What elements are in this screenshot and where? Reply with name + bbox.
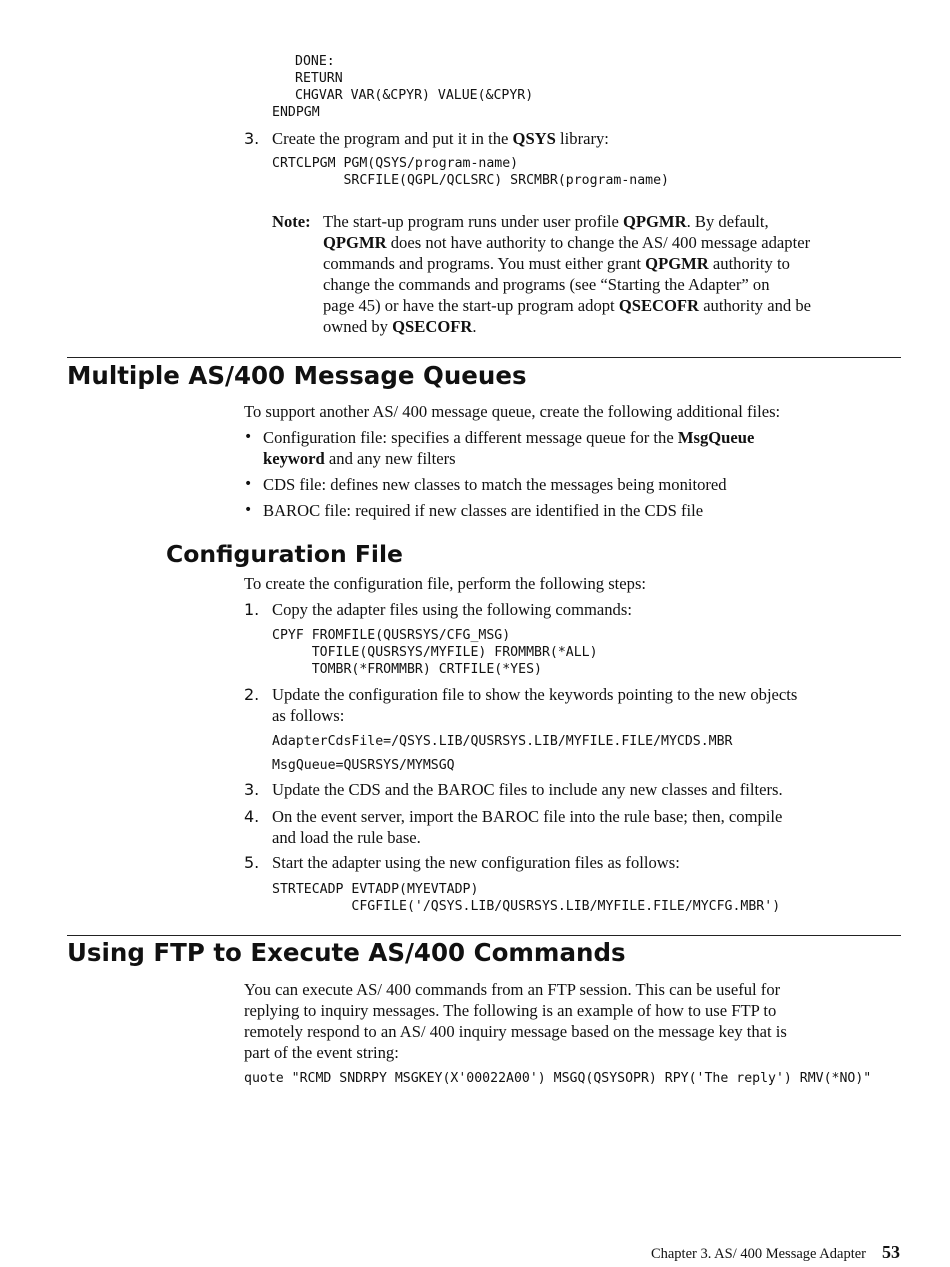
config-step-4-line-1: On the event server, import the BAROC file into the rule base; then, compile [272,807,783,826]
section-1-intro: To support another AS/ 400 message queue, create the following additional files: [244,402,781,421]
step-number: 1. [244,600,260,619]
config-step-5: Start the adapter using the new configuration files as follows: [272,853,680,872]
bullet-marker: • [244,476,253,492]
ftp-para-line-1: You can execute AS/ 400 commands from an FTP session. This can be useful for [244,980,781,999]
ftp-para-line-3: remotely respond to an AS/ 400 inquiry message based on the message key that is [244,1022,787,1041]
bullet-marker: • [244,502,253,518]
config-step-4-line-2: and load the rule base. [272,828,421,847]
note-text: . By default, [686,212,769,231]
note-text: does not have authority to change the AS/ 400 message adapter [386,233,811,252]
section-heading-configuration-file: Configuration File [166,540,403,568]
step-number: 5. [244,853,260,872]
note-bold: QPGMR [323,233,387,252]
note-line-3 [323,253,790,274]
bullet-1-line-1 [263,427,754,448]
note-text: authority and be [699,296,812,315]
step-number: 4. [244,807,260,826]
bullet-marker: • [244,429,253,445]
section-divider [67,935,901,936]
step-3-pre: Create the program and put it in the [272,129,513,148]
code-line-chgvar: CHGVAR VAR(&CPYR) VALUE(&CPYR) [295,88,534,103]
ftp-para-line-2: replying to inquiry messages. The following is an example of how to use FTP to [244,1001,777,1020]
note-text: page 45) or have the start-up program adopt [323,296,619,315]
note-bold: QPGMR [645,254,709,273]
note-line-4: change the commands and programs (see “Starting the Adapter” on [323,275,770,294]
bullet-2: CDS file: defines new classes to match the messages being monitored [263,475,727,494]
config-step-2-code-1: AdapterCdsFile=/QSYS.LIB/QUSRSYS.LIB/MYFILE.FILE/MYCDS.MBR [272,734,733,749]
note-bold: QPGMR [622,212,687,231]
step-3-post: library: [555,129,609,148]
step-number: 3. [244,780,260,799]
step-3-bold: QSYS [512,129,556,148]
note-label: Note: [272,212,311,231]
section-heading-message-queues: Multiple AS/400 Message Queues [67,361,527,390]
config-step-1: Copy the adapter files using the following commands: [272,600,632,619]
footer-chapter: Chapter 3. AS/ 400 Message Adapter [650,1246,866,1262]
note-bold: QSECOFR [392,317,473,336]
config-step-5-code: STRTECADP EVTADP(MYEVTADP) CFGFILE('/QSYS.LIB/QUSRSYS.LIB/MYFILE.FILE/MYCFG.MBR') [272,882,781,914]
config-step-2-line-1: Update the configuration file to show the keywords pointing to the new objects [272,685,798,704]
config-step-1-code: CPYF FROMFILE(QUSRSYS/CFG_MSG) TOFILE(QUSRSYS/MYFILE) FROMMBR(*ALL) TOMBR(*FROMMBR) CRTFILE(*YES) [272,628,598,677]
ftp-para-line-4: part of the event string: [244,1043,399,1062]
step-3-text [272,128,609,149]
code-line-endpgm: ENDPGM [272,105,320,120]
step-3-code: CRTCLPGM PGM(QSYS/program-name) SRCFILE(QGPL/QCLSRC) SRCMBR(program-name) [272,156,669,188]
note-bold: QSECOFR [618,296,700,315]
config-step-2-line-2: as follows: [272,706,345,725]
ftp-code: quote "RCMD SNDRPY MSGKEY(X'00022A00') MSGQ(QSYSOPR) RPY('The reply') RMV(*NO)" [244,1071,872,1086]
note-line-6 [323,316,477,337]
note-text: authority to [708,254,790,273]
bullet-bold: keyword [263,449,325,468]
bullet-text: and any new filters [324,449,456,468]
step-number: 2. [244,685,260,704]
config-step-3: Update the CDS and the BAROC files to include any new classes and filters. [272,780,783,799]
step-number: 3. [244,129,260,148]
bullet-bold: MsgQueue [677,428,755,447]
note-text: commands and programs. You must either grant [323,254,646,273]
code-line-done: DONE: [295,54,335,69]
note-text: The start-up program runs under user profile [323,212,623,231]
page-footer [651,1242,900,1264]
note-text: . [472,317,477,336]
bullet-1-line-2 [263,448,456,469]
section-2-intro: To create the configuration file, perform the following steps: [244,574,647,593]
bullet-text: Configuration file: specifies a different message queue for the [263,428,678,447]
section-divider [67,357,901,358]
page-number: 53 [882,1242,900,1262]
note-line-2 [323,232,810,253]
note-text: owned by [323,317,393,336]
bullet-3: BAROC file: required if new classes are identified in the CDS file [263,501,704,520]
note-line-1 [323,211,769,232]
note-line-5 [323,295,811,316]
config-step-2-code-2: MsgQueue=QUSRSYS/MYMSGQ [272,758,455,773]
section-heading-ftp: Using FTP to Execute AS/400 Commands [67,938,626,967]
code-line-return: RETURN [295,71,343,86]
